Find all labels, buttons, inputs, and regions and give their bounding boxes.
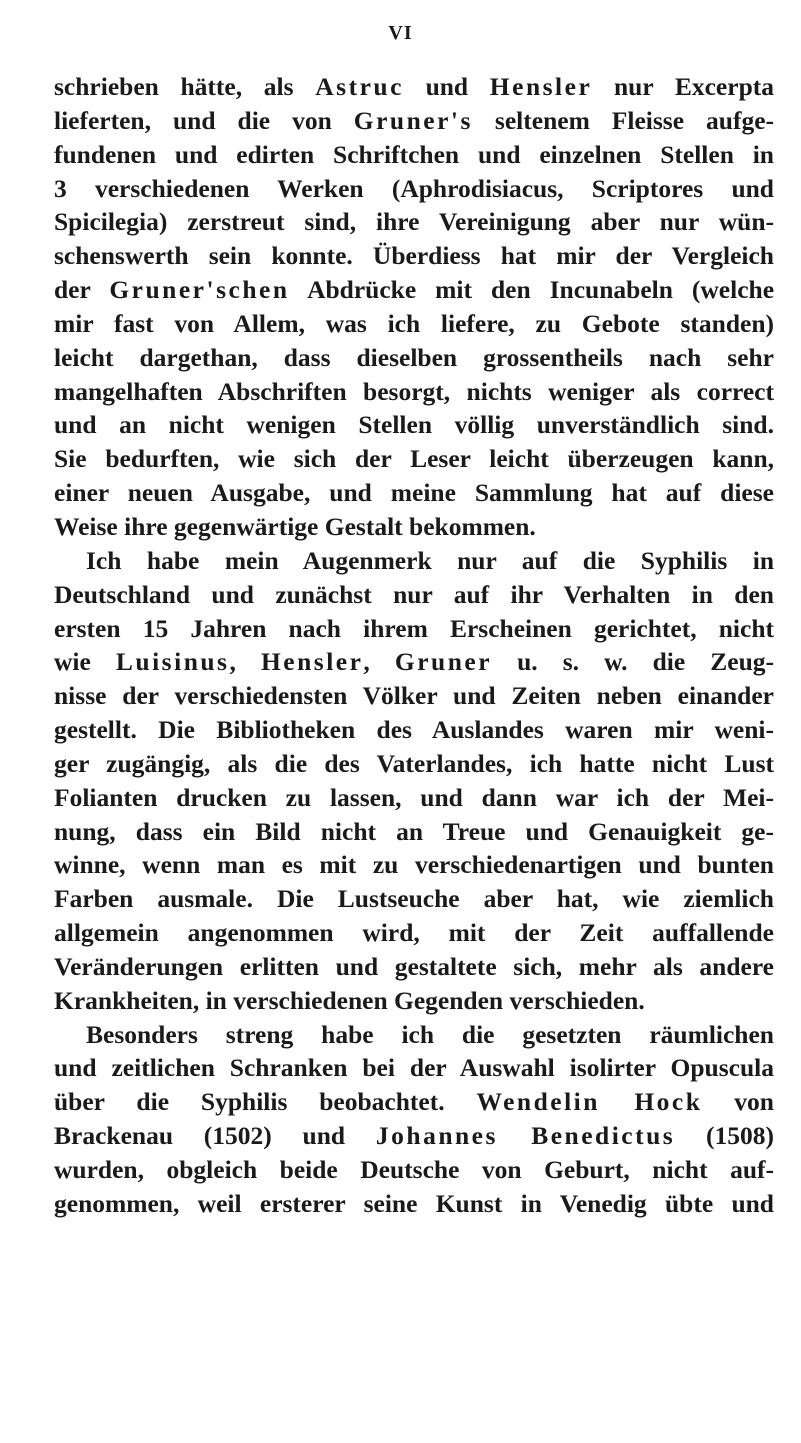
text-run: 3 verschiedenen Werken (Aphrodisiacus, Scriptores und — [54, 173, 774, 203]
text-run: und zeitlichen Schranken bei der Auswahl isolirter Opuscula — [54, 1053, 774, 1083]
text-line — [54, 1051, 774, 1085]
text-run: nung, dass ein Bild nicht an Treue und Genauigkeit ge- — [54, 816, 774, 846]
text-run: gestellt. Die Bibliotheken des Auslandes waren mir weni- — [54, 715, 774, 745]
body-text — [54, 70, 774, 1221]
text-line — [54, 1153, 774, 1187]
text-run: mangelhaften Abschriften besorgt, nichts weniger als correct — [54, 376, 774, 406]
text-run: der — [54, 275, 110, 305]
text-line — [54, 273, 774, 307]
text-line — [54, 70, 774, 104]
text-run: schenswerth sein konnte. Überdiess hat mir der Vergleich — [54, 241, 774, 271]
text-run: , — [229, 647, 261, 677]
text-run: Brackenau (1502) und — [54, 1121, 376, 1151]
text-line — [54, 138, 774, 172]
text-line — [54, 408, 774, 442]
text-run: Krankheiten, in verschiedenen Gegenden verschieden. — [54, 985, 645, 1015]
text-run: Spicilegia) zerstreut sind, ihre Vereinigung aber nur wün- — [54, 207, 774, 237]
name-emphasis: Gruner — [394, 647, 493, 677]
text-line — [54, 612, 774, 646]
name-emphasis: Luisinus — [115, 647, 230, 677]
text-run: ger zugängig, als die des Vaterlandes, ich hatte nicht Lust — [54, 748, 774, 778]
text-line — [54, 645, 774, 679]
text-line — [54, 1187, 774, 1221]
text-run: wie — [54, 647, 116, 677]
text-run: Deutschland und zunächst nur auf ihr Verhalten in den — [54, 579, 774, 609]
text-run: Folianten drucken zu lassen, und dann war ich der Mei- — [54, 782, 774, 812]
text-run: genommen, weil ersterer seine Kunst in Venedig übte und — [54, 1188, 774, 1218]
name-emphasis: Hensler — [489, 72, 593, 101]
text-line — [54, 916, 774, 950]
text-run: ersten 15 Jahren nach ihrem Erscheinen gerichtet, nicht — [54, 613, 774, 643]
text-line — [54, 815, 774, 849]
text-line — [54, 544, 774, 578]
text-line — [54, 1018, 774, 1052]
name-emphasis: Gruner's — [353, 105, 473, 135]
text-line — [54, 984, 774, 1018]
text-run: Ich habe mein Augenmerk nur auf die Syphilis in — [86, 545, 774, 575]
text-run: (1508) — [675, 1121, 775, 1151]
name-emphasis: Wendelin Hock — [476, 1087, 703, 1117]
page-number: VI — [388, 22, 413, 44]
text-line — [54, 747, 774, 781]
text-run: von — [702, 1087, 774, 1117]
name-emphasis: Gruner'schen — [109, 275, 290, 305]
text-run: Abdrücke mit den Incunabeln (welche — [289, 275, 775, 305]
text-line — [54, 104, 774, 138]
name-emphasis: Astruc — [315, 72, 404, 101]
text-run: Farben ausmale. Die Lustseuche aber hat, wie ziemlich — [54, 884, 774, 914]
text-run: Besonders streng habe ich die gesetzten räumlichen — [86, 1019, 774, 1049]
text-run: und — [403, 72, 490, 101]
text-run: Sie bedurften, wie sich der Leser leicht überzeugen kann, — [54, 444, 774, 474]
text-line — [54, 679, 774, 713]
text-line — [54, 307, 774, 341]
text-run: Veränderungen erlitten und gestaltete sich, mehr als andere — [54, 951, 774, 981]
text-run: winne, wenn man es mit zu verschiedenartigen und bunten — [54, 850, 774, 880]
text-run: wurden, obgleich beide Deutsche von Geburt, nicht auf- — [54, 1155, 774, 1184]
text-line — [54, 172, 774, 206]
text-line — [54, 205, 774, 239]
text-run: mir fast von Allem, was ich liefere, zu Gebote standen) — [54, 308, 774, 338]
text-line — [54, 950, 774, 984]
text-line — [54, 578, 774, 612]
text-run: und an nicht wenigen Stellen völlig unverständlich sind. — [54, 410, 774, 440]
text-line — [54, 713, 774, 747]
text-run: nisse der verschiedensten Völker und Zeiten neben einander — [54, 681, 774, 711]
text-run: über die Syphilis beobachtet. — [54, 1087, 477, 1117]
text-line — [54, 510, 774, 544]
text-run: einer neuen Ausgabe, und meine Sammlung hat auf diese — [54, 478, 774, 508]
text-line — [54, 476, 774, 510]
text-run: leicht dargethan, dass dieselben grossentheils nach sehr — [54, 342, 774, 372]
text-line — [54, 341, 774, 375]
text-run: schrieben hätte, als — [54, 72, 316, 101]
text-line — [54, 375, 774, 409]
text-line — [54, 848, 774, 882]
text-run: seltenem Fleisse aufge- — [472, 105, 775, 135]
text-line — [54, 239, 774, 273]
text-run: Weise ihre gegenwärtige Gestalt bekommen. — [54, 511, 536, 541]
text-run: , — [363, 647, 395, 677]
text-run: allgemein angenommen wird, mit der Zeit auffallende — [54, 918, 774, 948]
text-line — [54, 882, 774, 916]
text-line — [54, 1085, 774, 1119]
text-line — [54, 781, 774, 815]
text-run: u. s. w. die Zeug- — [492, 647, 774, 677]
text-line — [54, 442, 774, 476]
text-run: lieferten, und die von — [54, 105, 354, 135]
text-run: nur Excerpta — [592, 72, 774, 101]
text-run: fundenen und edirten Schriftchen und einzelnen Stellen in — [54, 139, 774, 169]
text-line — [54, 1119, 774, 1153]
name-emphasis: Johannes Benedictus — [375, 1121, 676, 1151]
name-emphasis: Hensler — [260, 647, 364, 677]
